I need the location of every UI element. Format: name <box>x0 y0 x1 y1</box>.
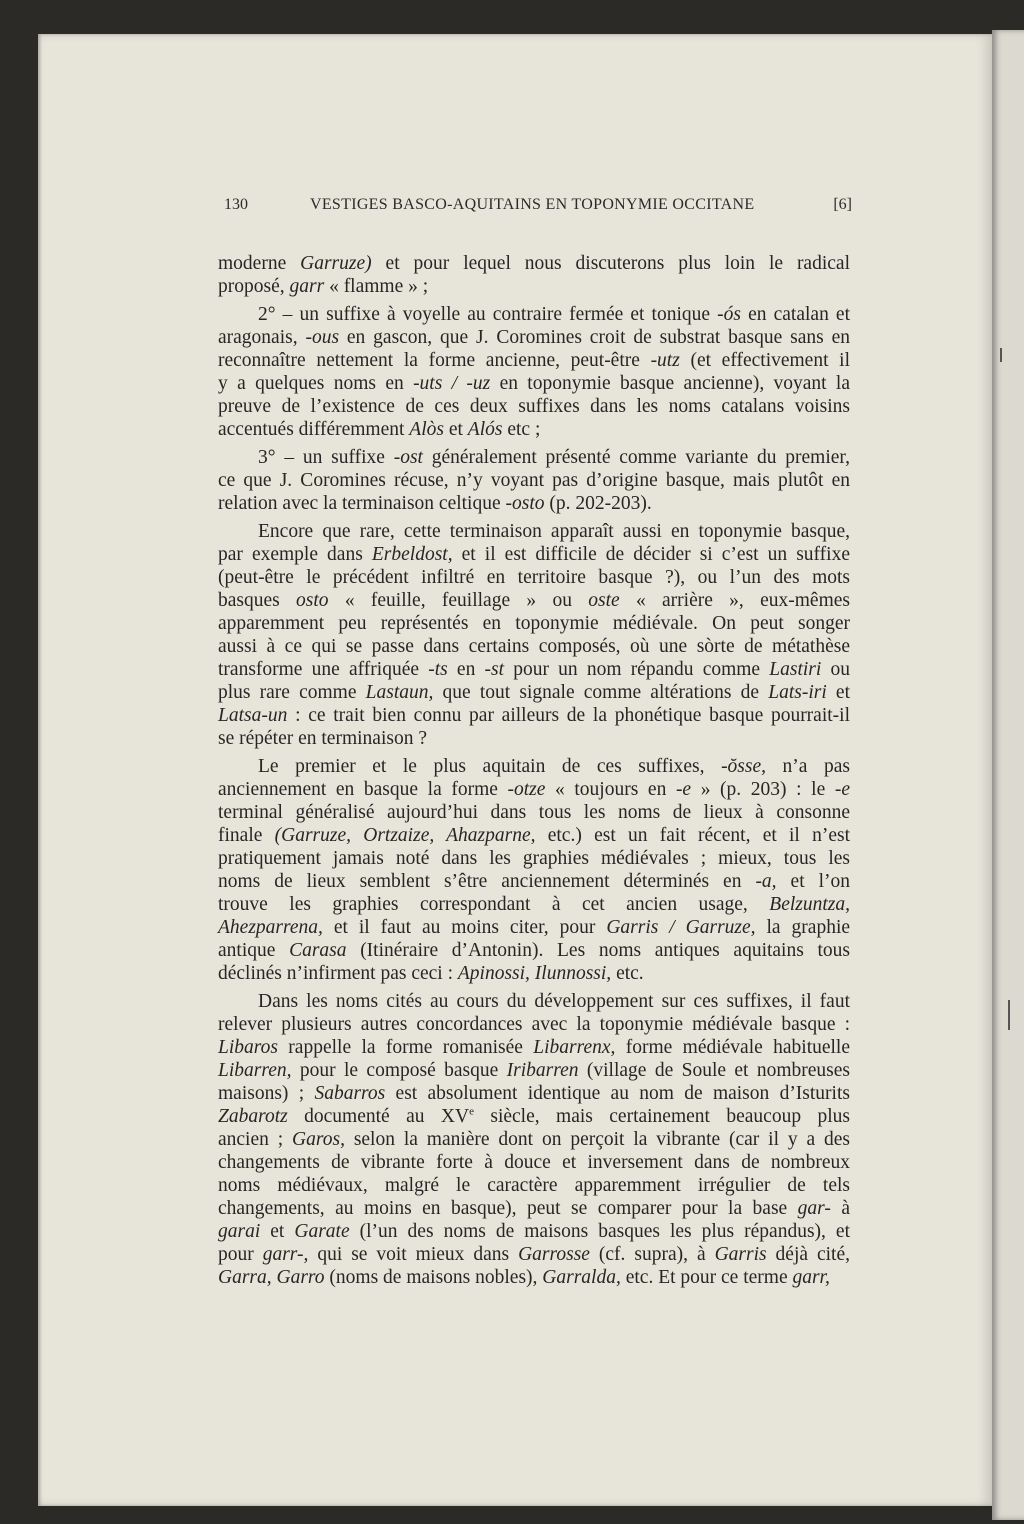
text-line <box>218 635 850 658</box>
text-run: (cf. supra), à <box>589 1244 715 1265</box>
text-run: anciennement en basque la forme <box>218 779 508 800</box>
italic-text: Libarren, <box>218 1060 292 1081</box>
paragraph <box>218 990 850 1289</box>
text-run: trouve les graphies correspondant à cet ancien usage, <box>218 894 770 915</box>
paragraph <box>218 303 850 441</box>
text-line <box>218 1128 850 1151</box>
text-run: (noms de maisons nobles), <box>324 1267 543 1288</box>
text-line <box>218 916 850 939</box>
facing-page-edge <box>992 30 1024 1520</box>
text-run: (village de Soule et nombreuses <box>578 1060 850 1081</box>
text-line <box>218 326 850 349</box>
text-line <box>218 1197 850 1220</box>
text-run: etc ; <box>502 419 541 440</box>
italic-text: Carasa <box>289 940 347 961</box>
text-line <box>218 755 850 778</box>
text-run: (peut-être le précédent infiltré en territoire basque ?), ou l’un des mots <box>218 567 850 588</box>
italic-text: Lastaun, <box>365 682 434 703</box>
italic-text: Sabarros <box>314 1083 386 1104</box>
text-run: forme médiévale habituelle <box>615 1037 851 1058</box>
text-run: « feuille, feuillage » ou <box>328 590 589 611</box>
paragraph <box>218 252 850 298</box>
text-line <box>218 469 850 492</box>
italic-text: -e <box>834 779 851 800</box>
text-run: Le premier et le plus aquitain de ces suffixes, <box>258 756 722 777</box>
text-line <box>218 824 850 847</box>
text-run: preuve de l’existence de ces deux suffixes dans les noms catalans voisins <box>218 396 850 417</box>
text-line <box>218 520 850 543</box>
text-run: pour <box>218 1244 263 1265</box>
text-run: » (p. 203) : le <box>691 779 835 800</box>
text-run: ou <box>821 659 851 680</box>
paragraph <box>218 755 850 985</box>
text-line <box>218 778 850 801</box>
italic-text: (Garruze, Ortzaize, Ahazparne, <box>274 825 536 846</box>
paragraph <box>218 520 850 750</box>
text-run: selon la manière dont on perçoit la vibrante (car il y a des <box>344 1129 850 1150</box>
text-run: et pour lequel nous discuterons plus loin le radical <box>371 253 850 274</box>
text-run: plus rare comme <box>218 682 366 703</box>
italic-text: garr-, <box>262 1244 309 1265</box>
text-line <box>218 303 850 326</box>
text-run: relation avec la terminaison celtique <box>218 493 506 514</box>
text-line <box>218 1105 850 1128</box>
italic-text: Garris / Garruze, <box>606 917 756 938</box>
text-line <box>218 870 850 893</box>
text-run: 3° – un suffixe <box>258 447 394 468</box>
italic-text: Garrosse <box>518 1244 590 1265</box>
running-title: VESTIGES BASCO-AQUITAINS EN TOPONYMIE OCCITANE <box>310 196 755 213</box>
text-run: et il faut au moins citer, pour <box>322 917 607 938</box>
italic-text: -utz <box>650 350 680 371</box>
italic-text: Zabarotz <box>218 1106 288 1127</box>
italic-text: -a, <box>755 871 777 892</box>
body-text <box>218 252 850 1294</box>
text-line <box>218 1036 850 1059</box>
text-line <box>218 801 850 824</box>
text-run: changements, au moins en basque), peut se comparer pour la base <box>218 1198 798 1219</box>
text-run: et <box>443 419 468 440</box>
italic-text: Garralda, <box>542 1267 621 1288</box>
italic-text: Latsa-un <box>218 705 288 726</box>
text-run: apparemment peu représentés en toponymie médiévale. On peut songer <box>218 613 850 634</box>
italic-text: -osto <box>505 493 545 514</box>
text-run: (l’un des noms de maisons basques les plus répandus), et <box>349 1221 850 1242</box>
text-line <box>218 962 850 985</box>
text-run: en catalan et <box>741 304 850 325</box>
text-run: en <box>447 659 485 680</box>
italic-text: -ts <box>428 659 448 680</box>
text-run: relever plusieurs autres concordances avec la toponymie médiévale basque : <box>218 1014 850 1035</box>
italic-text: Garruze) <box>300 253 372 274</box>
text-run: qui se voit mieux dans <box>308 1244 519 1265</box>
text-run: rappelle la forme romanisée <box>277 1037 534 1058</box>
italic-text: Lats-iri <box>768 682 827 703</box>
text-line <box>218 612 850 635</box>
text-run: reconnaître nettement la forme ancienne, peut-être <box>218 350 651 371</box>
text-line <box>218 1174 850 1197</box>
text-line <box>218 1243 850 1266</box>
text-run: aragonais, <box>218 327 306 348</box>
italic-text: Libaros <box>218 1037 278 1058</box>
text-run: en toponymie basque ancienne), voyant la <box>490 373 851 394</box>
text-line <box>218 704 850 727</box>
italic-text: gar- <box>797 1198 831 1219</box>
italic-text: Alós <box>467 419 503 440</box>
italic-text: Garra, Garro <box>218 1267 325 1288</box>
text-run: y a quelques noms en <box>218 373 414 394</box>
text-run: pour un nom répandu comme <box>504 659 770 680</box>
text-run: que tout signale comme altérations de <box>433 682 769 703</box>
text-line <box>218 372 850 395</box>
italic-text: Lastiri <box>769 659 822 680</box>
text-run: pratiquement jamais noté dans les graphies médiévales ; mieux, tous les <box>218 848 850 869</box>
text-run: et <box>826 682 850 703</box>
text-line <box>218 681 850 704</box>
text-line <box>218 1082 850 1105</box>
page-number: 130 <box>224 196 248 213</box>
text-line <box>218 847 850 870</box>
italic-text: garai <box>218 1221 261 1242</box>
text-run: pour le composé basque <box>291 1060 507 1081</box>
italic-text: Apinossi, Ilunnossi, <box>457 963 612 984</box>
text-run: documenté au XV <box>287 1106 470 1127</box>
italic-text: -ŏsse, <box>721 756 767 777</box>
text-line <box>218 893 850 916</box>
text-line <box>218 395 850 418</box>
text-line <box>218 1266 850 1289</box>
text-run: Dans les noms cités au cours du développement sur ces suffixes, il faut <box>258 991 850 1012</box>
text-run: noms de lieux semblent s’être anciennement déterminés en <box>218 871 756 892</box>
italic-text: oste <box>588 590 620 611</box>
paragraph <box>218 446 850 515</box>
text-run: changements de vibrante forte à douce et inversement dans de nombreux <box>218 1152 850 1173</box>
text-line <box>218 1151 850 1174</box>
text-run: se répéter en terminaison ? <box>218 728 427 749</box>
italic-text: Belzuntza, <box>769 894 850 915</box>
superscript: e <box>469 1105 474 1118</box>
text-run: « toujours en <box>545 779 676 800</box>
text-run: Encore que rare, cette terminaison apparaît aussi en toponymie basque, <box>258 521 850 542</box>
text-run: et l’on <box>776 871 851 892</box>
text-run: en gascon, que J. Coromines croit de substrat basque sans en <box>339 327 850 348</box>
italic-text: garr <box>289 276 325 297</box>
italic-text: Garris <box>714 1244 767 1265</box>
text-run: etc. Et pour ce terme <box>620 1267 793 1288</box>
text-line <box>218 939 850 962</box>
italic-text: Garate <box>294 1221 350 1242</box>
italic-text: -e <box>675 779 692 800</box>
text-run: finale <box>218 825 275 846</box>
italic-text: osto <box>296 590 329 611</box>
italic-text: Alòs <box>409 419 444 440</box>
text-line <box>218 275 850 298</box>
text-run: est absolument identique au nom de maison d’Isturits <box>385 1083 850 1104</box>
italic-text: Erbeldost, <box>371 544 453 565</box>
text-run: accentués différemment <box>218 419 410 440</box>
text-run: etc.) est un fait récent, et il n’est <box>535 825 850 846</box>
text-line <box>218 252 850 275</box>
text-run: basques <box>218 590 297 611</box>
italic-text: -st <box>484 659 505 680</box>
page-edge-mark <box>1000 348 1002 362</box>
text-run: « arrière », eux-mêmes <box>619 590 850 611</box>
text-run: par exemple dans <box>218 544 372 565</box>
text-run: noms médiévaux, malgré le caractère apparemment irrégulier de tels <box>218 1175 850 1196</box>
text-run: à <box>830 1198 850 1219</box>
text-line <box>218 418 850 441</box>
text-run: déjà cité, <box>766 1244 851 1265</box>
text-run: (et effectivement il <box>679 350 850 371</box>
text-run: (Itinéraire d’Antonin). Les noms antiques aquitains tous <box>346 940 850 961</box>
italic-text: Ahezparrena, <box>218 917 323 938</box>
running-header <box>218 196 852 220</box>
text-line <box>218 349 850 372</box>
italic-text: garr, <box>792 1267 830 1288</box>
text-line <box>218 1059 850 1082</box>
text-line <box>218 1220 850 1243</box>
text-run: terminal généralisé aujourd’hui dans tous les noms de lieux à consonne <box>218 802 850 823</box>
text-line <box>218 658 850 681</box>
text-run: etc. <box>611 963 644 984</box>
text-line <box>218 446 850 469</box>
text-line <box>218 492 850 515</box>
page-edge-mark <box>1008 1000 1010 1030</box>
text-line <box>218 589 850 612</box>
italic-text: Garos, <box>292 1129 345 1150</box>
text-run: : ce trait bien connu par ailleurs de la phonétique basque pourrait-il <box>287 705 850 726</box>
text-run: transforme une affriquée <box>218 659 429 680</box>
text-line <box>218 566 850 589</box>
italic-text: -uts / -uz <box>413 373 491 394</box>
text-run: et <box>260 1221 295 1242</box>
text-run: proposé, <box>218 276 290 297</box>
text-run: 2° – un suffixe à voyelle au contraire fermée et tonique <box>258 304 718 325</box>
text-run: siècle, mais certainement beaucoup plus <box>473 1106 850 1127</box>
italic-text: -otze <box>507 779 546 800</box>
section-number: [6] <box>833 196 852 213</box>
italic-text: Iribarren <box>506 1060 579 1081</box>
text-run: déclinés n’infirment pas ceci : <box>218 963 458 984</box>
text-line <box>218 543 850 566</box>
text-run: et il est difficile de décider si c’est un suffixe <box>452 544 850 565</box>
text-run: antique <box>218 940 290 961</box>
text-run: (p. 202-203). <box>544 493 652 514</box>
text-run: aussi à ce qui se passe dans certains composés, où une sòrte de métathèse <box>218 636 850 657</box>
text-run: moderne <box>218 253 301 274</box>
text-run: n’a pas <box>766 756 850 777</box>
text-run: ancien ; <box>218 1129 293 1150</box>
italic-text: -ost <box>393 447 423 468</box>
text-line <box>218 1013 850 1036</box>
text-run: « flamme » ; <box>324 276 429 297</box>
text-run: maisons) ; <box>218 1083 315 1104</box>
italic-text: -ous <box>305 327 340 348</box>
italic-text: Libarrenx, <box>533 1037 616 1058</box>
text-line <box>218 990 850 1013</box>
italic-text: -ós <box>717 304 741 325</box>
text-line <box>218 727 850 750</box>
text-run: ce que J. Coromines récuse, n’y voyant pas d’origine basque, mais plutôt en <box>218 470 850 491</box>
text-run: généralement présenté comme variante du premier, <box>422 447 850 468</box>
text-run: la graphie <box>755 917 851 938</box>
